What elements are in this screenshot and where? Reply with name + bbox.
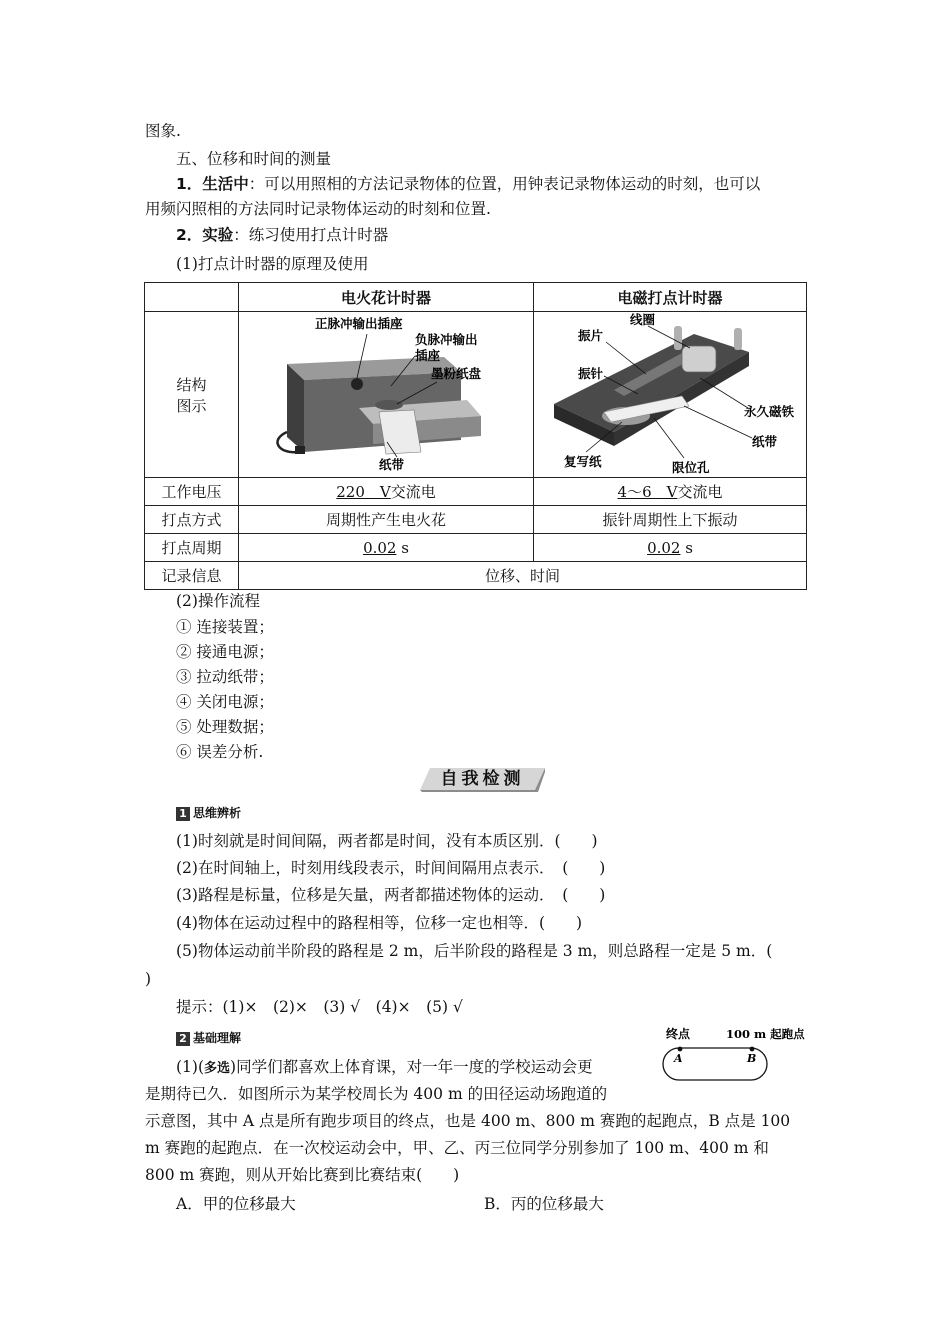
ink-disc-shape [375, 400, 403, 410]
label-carbon: 复写纸 [564, 454, 602, 469]
table-corner [145, 283, 239, 312]
question-1-line-5: 800 m 赛跑，则从开始比赛到比赛结束( ) [145, 1166, 460, 1184]
question-1-line-3: 示意图，其中 A 点是所有跑步项目的终点，也是 400 m、800 m 赛跑的起跑点，B 点是 100 [145, 1112, 791, 1130]
sub-heading-1: (1)打点计时器的原理及使用 [176, 255, 369, 273]
item-1-cont: 用频闪照相的方法同时记录物体运动的时刻和位置. [145, 200, 491, 218]
label-coil: 线圈 [630, 312, 656, 327]
question-1-line-1 [176, 1056, 656, 1080]
leader-hole [654, 418, 684, 458]
em-voltage-cell [534, 478, 807, 506]
row-label-structure-1: 结构 [176, 375, 207, 394]
label-ink-disc: 墨粉纸盘 [431, 366, 482, 381]
row-label-period: 打点周期 [145, 534, 239, 562]
part-2-heading [176, 1029, 241, 1047]
row-label-structure [145, 312, 239, 478]
table-row-record [145, 562, 807, 590]
track-start-label: 100 m 起跑点 [726, 1027, 805, 1041]
em-timer-illustration [534, 312, 805, 477]
item-1-text: ：可以用照相的方法记录物体的位置，用钟表记录物体运动的时刻，也可以 [248, 175, 761, 193]
part-1-number: 1 [176, 807, 190, 821]
header-em-timer: 电磁打点计时器 [534, 283, 807, 312]
timer-comparison-table [144, 282, 807, 590]
item-1-label: 1．生活中 [176, 175, 249, 193]
part-1-title: 思维辨析 [193, 806, 242, 820]
track-diagram [660, 1024, 810, 1084]
judge-5: (5)物体运动前半阶段的路程是 2 m，后半阶段的路程是 3 m，则总路程一定是 5 m．( [176, 942, 773, 960]
judge-1: (1)时刻就是时间间隔，两者都是时间，没有本质区别．( ) [176, 832, 598, 850]
self-check-banner [420, 766, 545, 792]
spark-timer-figure [239, 312, 534, 478]
row-label-voltage: 工作电压 [145, 478, 239, 506]
step-6: ⑥ 误差分析. [176, 743, 264, 761]
label-neg-out: 负脉冲输出 [415, 332, 478, 347]
em-period-unit: s [680, 538, 693, 557]
choice-a[interactable]: A．甲的位移最大 [176, 1195, 296, 1213]
table-row-period [145, 534, 807, 562]
spark-voltage-cell [239, 478, 534, 506]
item-1 [176, 173, 807, 195]
record-info: 位移、时间 [239, 562, 807, 590]
label-hole: 限位孔 [672, 460, 710, 475]
step-2: ② 接通电源； [176, 643, 274, 661]
spark-voltage-suffix: 交流电 [390, 483, 436, 501]
em-coil-shape [682, 346, 716, 372]
em-voltage: 4～6 V [617, 483, 678, 501]
table-row-method [145, 506, 807, 534]
step-5: ⑤ 处理数据； [176, 718, 274, 736]
question-1-line-4: m 赛跑的起跑点．在一次校运动会中，甲、乙、丙三位同学分别参加了 100 m、400 m 和 [145, 1139, 769, 1157]
item-2-label: 2．实验 [176, 226, 234, 244]
track-finish-label: 终点 [666, 1027, 691, 1041]
spark-period-unit: s [396, 538, 409, 557]
spark-method: 周期性产生电火花 [239, 506, 534, 534]
label-needle: 振针 [578, 366, 604, 381]
label-magnet: 永久磁铁 [744, 404, 795, 419]
track-illustration [660, 1024, 810, 1084]
leader-em-tape [684, 406, 752, 438]
spark-voltage: 220 V [336, 483, 391, 501]
label-reed: 振片 [578, 328, 604, 343]
step-3: ③ 拉动纸带； [176, 668, 274, 686]
leader-magnet [700, 378, 748, 408]
em-period: 0.02 [647, 538, 681, 557]
table-row-structure [145, 312, 807, 478]
banner-title: 自我检测 [440, 769, 525, 789]
em-post-2 [734, 328, 742, 350]
header-spark-timer: 电火花计时器 [239, 283, 534, 312]
point-b-label: B [747, 1052, 757, 1065]
row-label-structure-2: 图示 [176, 396, 207, 415]
part-2-title: 基础理解 [193, 1031, 242, 1045]
hint: 提示：(1)× (2)× (3) √ (4)× (5) √ [176, 998, 463, 1016]
intro-end: 图象. [145, 122, 181, 140]
em-voltage-suffix: 交流电 [677, 483, 723, 501]
em-timer-figure [534, 312, 807, 478]
point-a-dot [678, 1047, 683, 1052]
q1-tag: 多选 [204, 1061, 231, 1076]
plug-shape [295, 446, 305, 454]
step-4: ④ 关闭电源； [176, 693, 274, 711]
label-pos-out: 正脉冲输出插座 [315, 316, 403, 331]
spark-timer-illustration [239, 312, 532, 477]
item-2 [176, 224, 807, 246]
spark-period: 0.02 [363, 538, 397, 557]
paper-tape-shape [379, 410, 421, 454]
choice-b[interactable]: B．丙的位移最大 [484, 1195, 604, 1213]
label-neg-out-2: 插座 [415, 348, 441, 363]
step-1: ① 连接装置； [176, 618, 274, 636]
em-method: 振针周期性上下振动 [534, 506, 807, 534]
question-1-line-2: 是期待已久．如图所示为某学校周长为 400 m 的田径运动场跑道的 [145, 1085, 608, 1103]
section-title: 五、位移和时间的测量 [176, 150, 332, 168]
point-b-dot [750, 1047, 755, 1052]
leader-coil [648, 326, 690, 348]
row-label-record: 记录信息 [145, 562, 239, 590]
judge-5-cont: ) [145, 970, 152, 988]
spark-period-cell [239, 534, 534, 562]
judge-4: (4)物体在运动过程中的路程相等，位移一定也相等．( ) [176, 914, 583, 932]
part-2-number: 2 [176, 1032, 190, 1046]
label-spark-tape: 纸带 [379, 457, 405, 472]
socket-shape [351, 378, 363, 390]
judge-2: (2)在时间轴上，时刻用线段表示，时间间隔用点表示． ( ) [176, 859, 606, 877]
em-period-cell [534, 534, 807, 562]
item-2-text: ：练习使用打点计时器 [233, 226, 389, 244]
table-header-row [145, 283, 807, 312]
part-1-heading [176, 804, 241, 822]
table-row-voltage [145, 478, 807, 506]
q1-line-1-text: )同学们都喜欢上体育课，对一年一度的学校运动会更 [230, 1058, 593, 1076]
point-a-label: A [674, 1052, 683, 1065]
label-em-tape: 纸带 [752, 434, 778, 449]
row-label-method: 打点方式 [145, 506, 239, 534]
em-post-1 [674, 326, 682, 350]
judge-3: (3)路程是标量，位移是矢量，两者都描述物体的运动． ( ) [176, 886, 606, 904]
q1-prefix: (1)( [176, 1058, 205, 1076]
sub-heading-2: (2)操作流程 [176, 592, 260, 610]
